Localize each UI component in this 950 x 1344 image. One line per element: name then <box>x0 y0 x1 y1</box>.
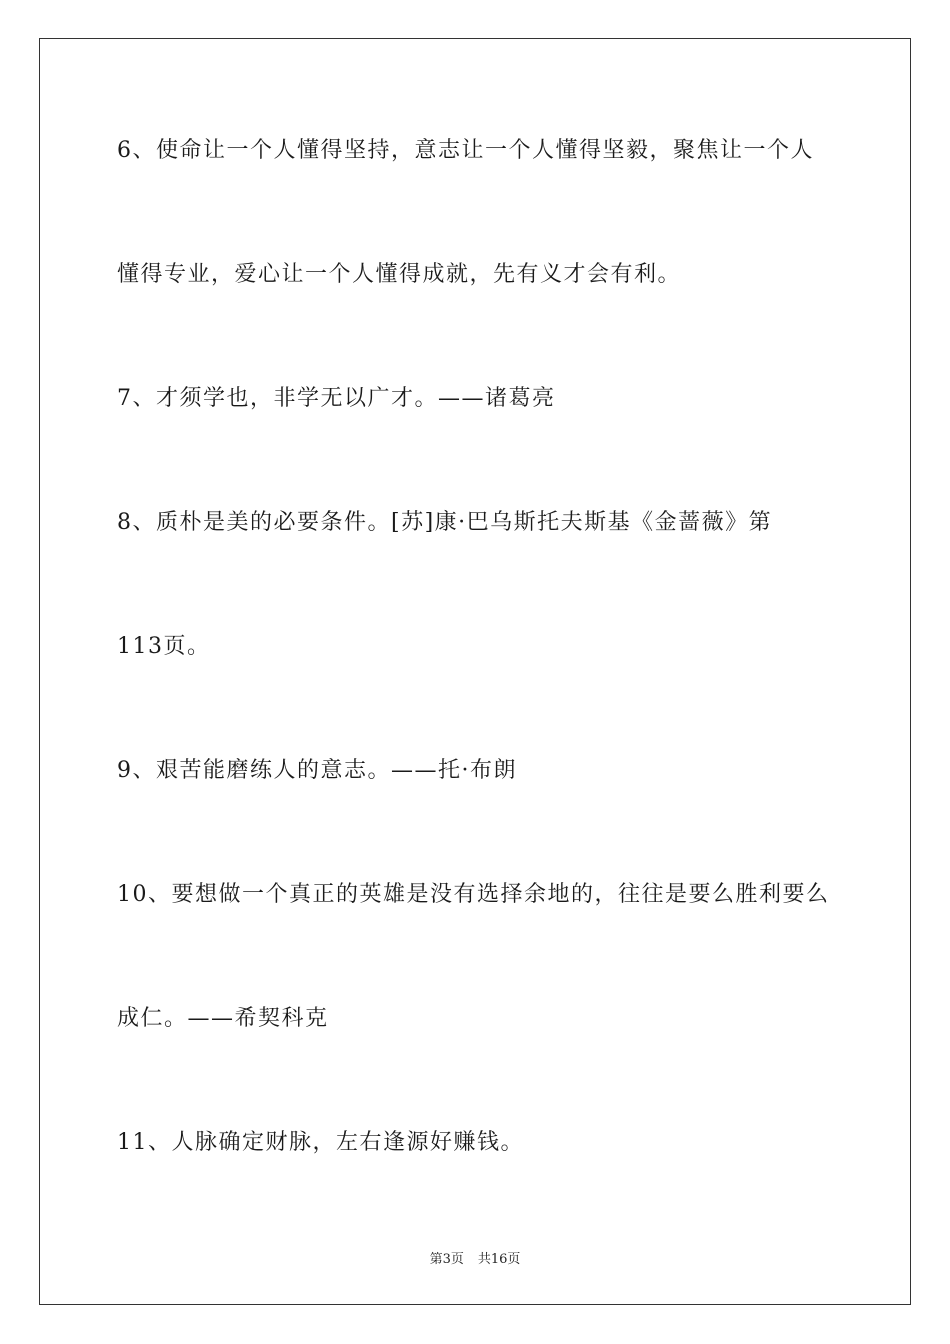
quote-8-line-1: 8、质朴是美的必要条件。[苏]康·巴乌斯托夫斯基《金蔷薇》第 <box>117 510 773 535</box>
page-number: 第3页 <box>429 1252 464 1267</box>
quote-10-line-1: 10、要想做一个真正的英雄是没有选择余地的，往往是要么胜利要么 <box>117 882 830 907</box>
quote-9: 9、艰苦能磨练人的意志。——托·布朗 <box>117 758 517 783</box>
page-frame <box>39 38 911 1305</box>
quote-8-line-2: 113页。 <box>117 634 211 659</box>
quote-6-line-2: 懂得专业，爱心让一个人懂得成就，先有义才会有利。 <box>117 262 682 287</box>
quote-7: 7、才须学也，非学无以广才。——诸葛亮 <box>117 386 556 411</box>
page-total: 共16页 <box>477 1252 521 1267</box>
quote-11: 11、人脉确定财脉，左右逢源好赚钱。 <box>117 1130 524 1155</box>
quote-10-line-2: 成仁。——希契科克 <box>117 1006 329 1031</box>
page-footer <box>0 1248 950 1267</box>
quote-6-line-1: 6、使命让一个人懂得坚持，意志让一个人懂得坚毅，聚焦让一个人 <box>117 138 814 163</box>
